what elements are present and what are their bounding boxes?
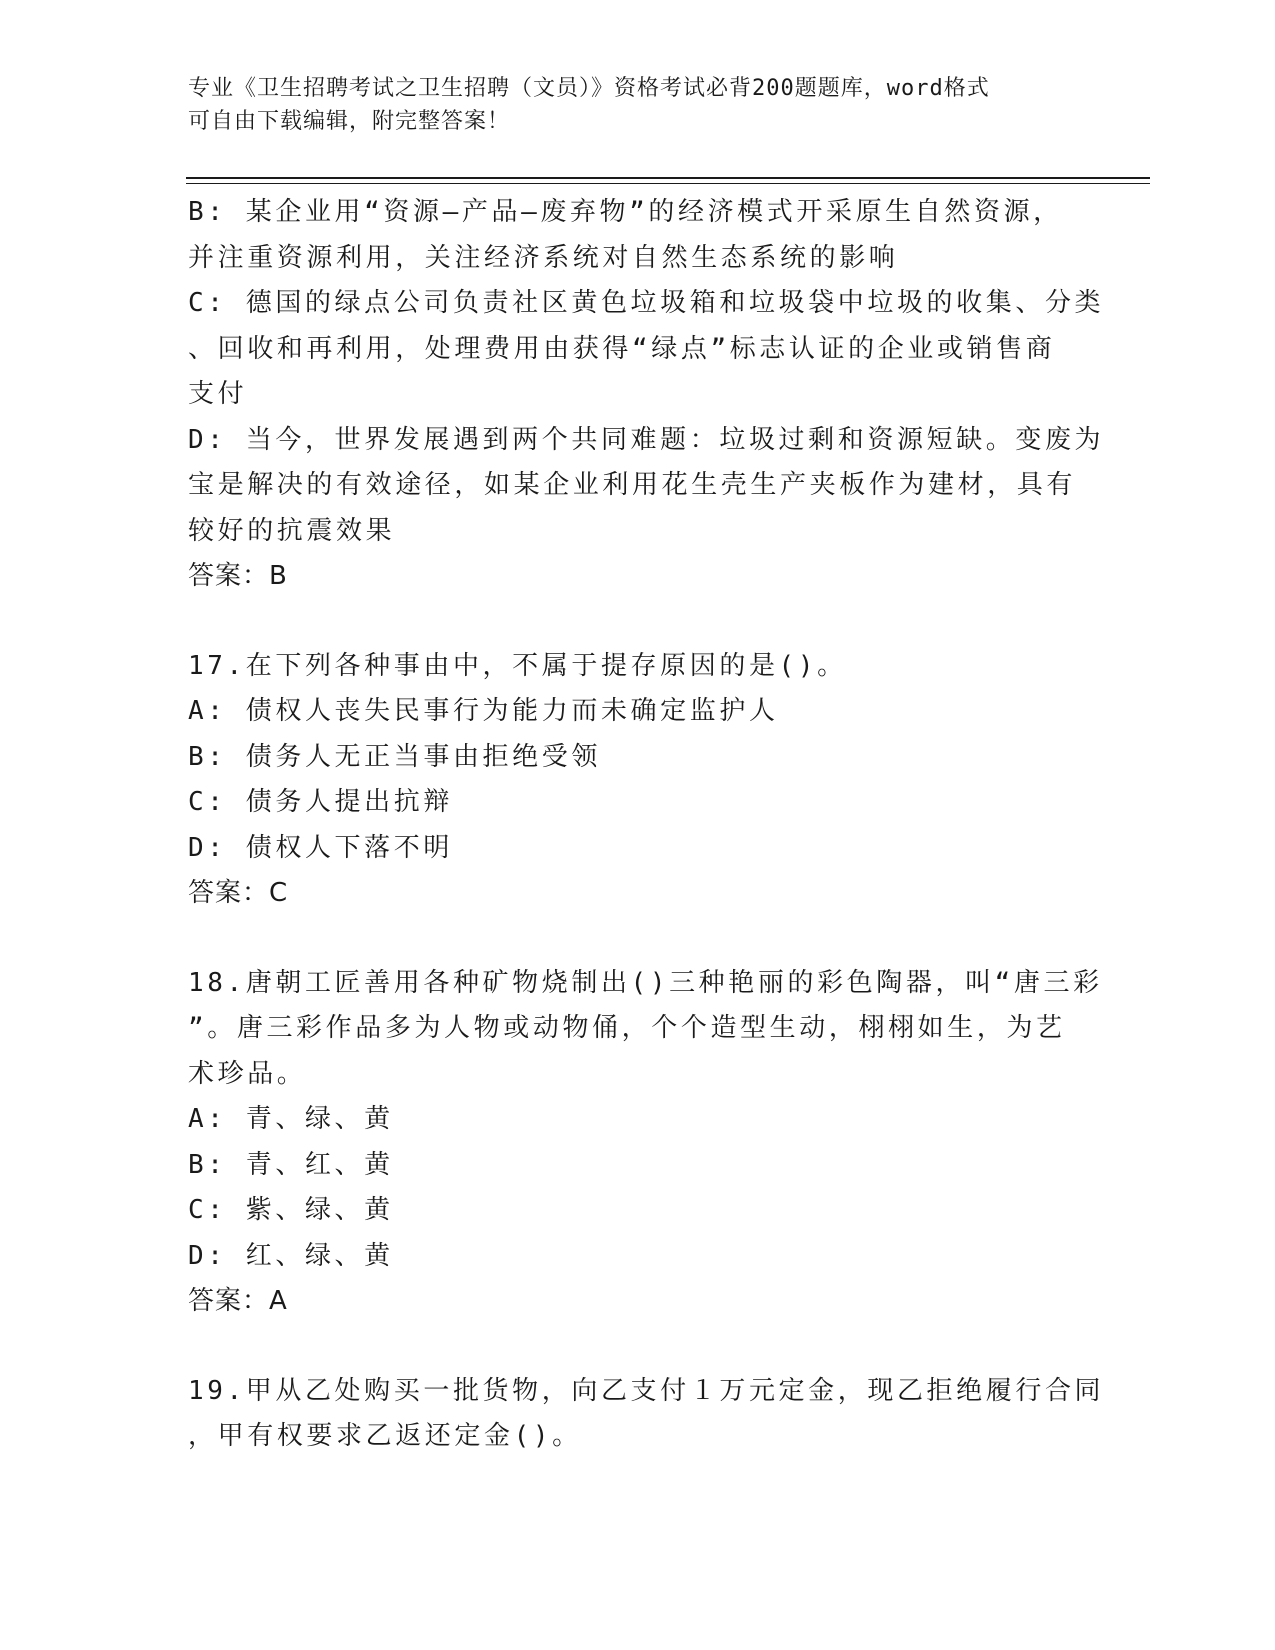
header-line-2: 可自由下载编辑，附完整答案！: [188, 109, 511, 134]
document-header: [188, 72, 1088, 138]
header-line-1: 专业《卫生招聘考试之卫生招聘（文员）》资格考试必背200题题库，word格式: [188, 76, 990, 101]
option-d: [188, 418, 1105, 555]
header-divider-thick: [186, 177, 1150, 179]
spacer: [188, 1325, 1088, 1369]
option-line: 支付: [188, 379, 248, 409]
stem-line: ，甲有权要求乙返还定金()。: [188, 1421, 582, 1451]
stem-line: 18.唐朝工匠善用各种矿物烧制出()三种艳丽的彩色陶器，叫“唐三彩: [188, 967, 1103, 998]
answer-line: 答案：C: [188, 878, 289, 908]
question-19: [188, 1369, 1105, 1460]
stem-line: 19.甲从乙处购买一批货物，向乙支付１万元定金，现乙拒绝履行合同: [188, 1375, 1105, 1406]
answer-line: 答案：A: [188, 1286, 288, 1316]
stem-line: ”。唐三彩作品多为人物或动物俑，个个造型生动，栩栩如生，为艺: [188, 1013, 1066, 1043]
option-line: 宝是解决的有效途径，如某企业利用花生壳生产夹板作为建材，具有: [188, 470, 1077, 500]
question-18: [188, 961, 1103, 1325]
option-line: B: 某企业用“资源—产品—废弃物”的经济模式开采原生自然资源，: [188, 197, 1063, 227]
option-line: C: 德国的绿点公司负责社区黄色垃圾箱和垃圾袋中垃圾的收集、分类: [188, 288, 1105, 318]
option-line: 、回收和再利用，处理费用由获得“绿点”标志认证的企业或销售商: [188, 333, 1056, 364]
option-line: D: 当今，世界发展遇到两个共同难题：垃圾过剩和资源短缺。变废为: [188, 424, 1105, 455]
option-a: A: 债权人丧失民事行为能力而未确定监护人: [188, 696, 779, 726]
question-16: [188, 190, 1105, 600]
question-stem: [188, 1369, 1105, 1460]
option-d: D: 红、绿、黄: [188, 1240, 394, 1271]
question-stem: [188, 961, 1103, 1098]
option-a: A: 青、绿、黄: [188, 1104, 394, 1134]
option-line: 并注重资源利用，关注经济系统对自然生态系统的影响: [188, 242, 899, 273]
option-c: C: 紫、绿、黄: [188, 1195, 394, 1225]
option-line: 较好的抗震效果: [188, 515, 396, 546]
option-b: B: 债务人无正当事由拒绝受领: [188, 741, 601, 772]
option-c: C: 债务人提出抗辩: [188, 787, 453, 817]
stem-line: 术珍品。: [188, 1058, 307, 1089]
question-17: [188, 644, 1088, 917]
question-stem: 17.在下列各种事由中，不属于提存原因的是()。: [188, 650, 847, 681]
option-d: D: 债权人下落不明: [188, 832, 453, 863]
spacer: [188, 917, 1088, 961]
option-b: [188, 190, 1088, 281]
header-divider-thin: [186, 183, 1150, 184]
option-b: B: 青、红、黄: [188, 1149, 394, 1180]
answer-line: 答案：B: [188, 561, 288, 591]
document-body: [188, 190, 1105, 1460]
spacer: [188, 600, 1088, 644]
option-c: [188, 281, 1105, 418]
